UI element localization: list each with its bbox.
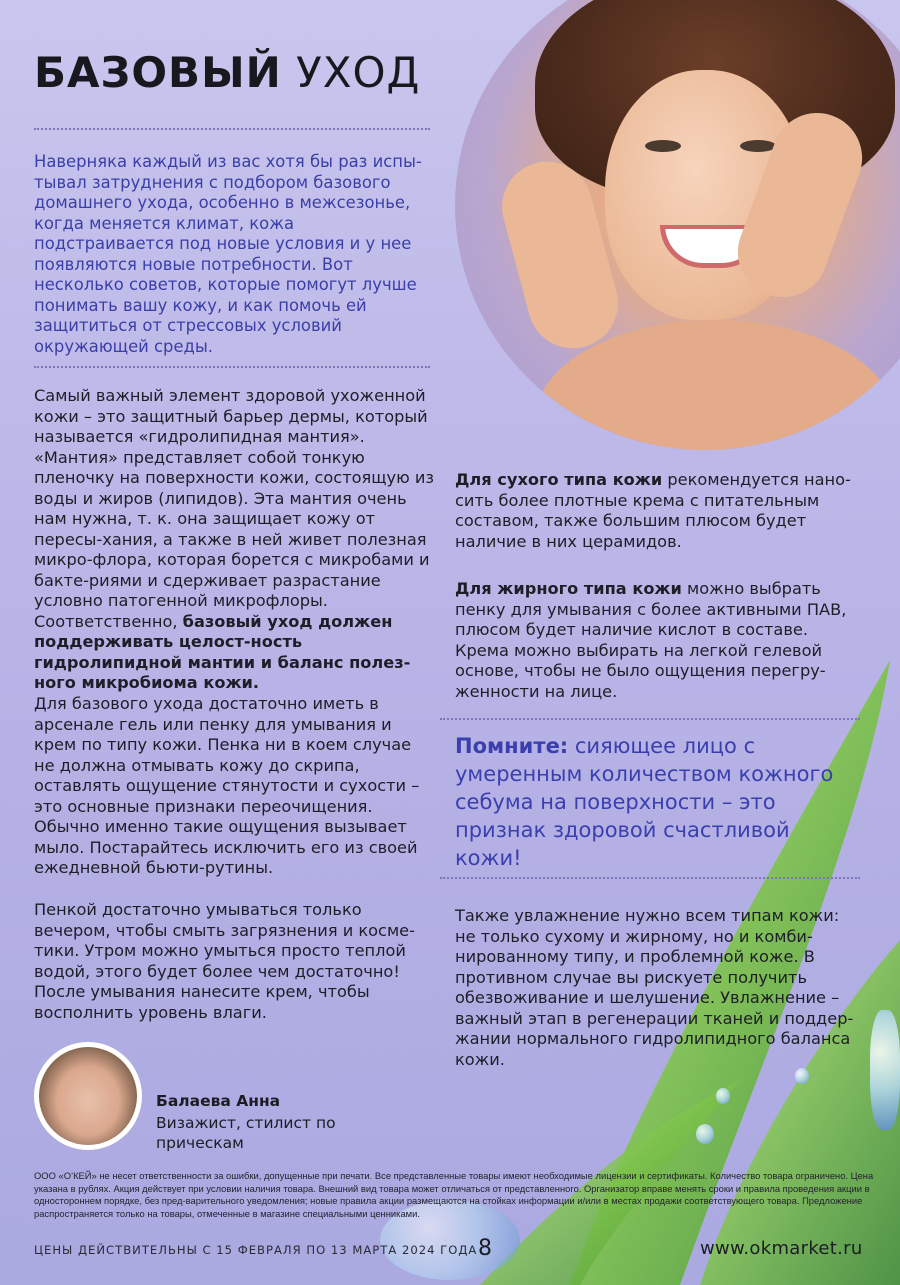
avatar — [34, 1042, 142, 1150]
author-role: Визажист, стилист по прическам — [156, 1114, 336, 1152]
divider — [440, 877, 860, 879]
paragraph-cleansing: Пенкой достаточно умываться только вечером, чтобы смыть загрязнения и косме-тики. Утром можно умыться просто теплой водой, этого будет более чем достаточно! После умывания нанесите крем, чтобы восполнить уровень влаги. — [34, 900, 415, 1022]
website-link[interactable]: www.okmarket.ru — [700, 1238, 863, 1259]
page-number: 8 — [478, 1236, 492, 1261]
price-validity: ЦЕНЫ ДЕЙСТВИТЕЛЬНЫ С 15 ФЕВРАЛЯ ПО 13 МАРТА 2024 ГОДА — [34, 1243, 478, 1257]
water-drop-icon — [870, 1010, 900, 1130]
paragraph-hydrolipid: Самый важный элемент здоровой ухоженной кожи – это защитный барьер дермы, который называется «гидролипидная мантия». «Мантия» представляет собой тонкую пленочку на поверхности кожи, состоящую из воды и жиров (липидов). Эта мантия очень нам нужна, т. к. она защищает кожу от пересы-хания, а также в ней живет полезная микро-флора, которая борется с микробами и бакте-риями и сдерживает разрастание условно патогенной микрофлоры. Соответственно, базовый уход должен поддерживать целост-ность гидролипидной мантии и баланс полез-ного микробиома кожи. — [34, 386, 434, 692]
paragraph-basic-care: Для базового ухода достаточно иметь в арсенале гель или пенку для умывания и крем по типу кожи. Пенка ни в коем случае не должна отмывать кожу до скрипа, оставлять ощущение стянутости и сухости – это основные признаки переочищения. Обычно именно такие ощущения вызывает мыло. Постарайтесь исключить его из своей ежедневной бьюти-рутины. — [34, 694, 420, 877]
paragraph-oily-skin: Для жирного типа кожи можно выбрать пенку для умывания с более активными ПАВ, плюсом будет наличие кислот в составе. Крема можно выбирать на легкой гелевой основе, чтобы не было ощущения перегру-женности на лице. — [455, 579, 847, 701]
page-title: БАЗОВЫЙ УХОД — [34, 48, 421, 97]
water-drop-icon — [795, 1068, 809, 1084]
intro-paragraph: Наверняка каждый из вас хотя бы раз испы-тывал затруднения с подбором базового домашнего ухода, особенно в межсезонье, когда меняется климат, кожа подстраивается под новые условия и у нее появляются новые потребности. Вот несколько советов, которые помогут лучше понимать вашу кожу, и как помочь ей защититься от стрессовых условий окружающей среды. — [34, 152, 422, 356]
water-drop-icon — [696, 1124, 714, 1144]
legal-disclaimer: ООО «О’КЕЙ» не несет ответственности за ошибки, допущенные при печати. Все представленные товары имеют необходимые лицензии и сертификаты. Количество товара ограничено. Цена указана в рублях. Акция действует при условии наличия товара. Внешний вид товара может отличаться от представленного. Организатор вправе менять сроки и правила проведения акции в одностороннем порядке, без пред-варительного уведомления; новые правила акции размещаются на стойках информации и/или в местах продажи соответствующего товара. Предложение распространяется только на товары, отмеченные в магазине специальными ценниками. — [34, 1170, 874, 1219]
woman-photo — [455, 0, 900, 450]
water-drop-icon — [716, 1088, 730, 1104]
remember-callout: Помните: сияющее лицо с умеренным количеством кожного себума на поверхности – это признак здоровой счастливой кожи! — [455, 734, 834, 870]
paragraph-dry-skin: Для сухого типа кожи рекомендуется нано-сить более плотные крема с питательным составом, также большим плюсом будет наличие в них церамидов. — [455, 470, 851, 551]
paragraph-moisturizing: Также увлажнение нужно всем типам кожи: не только сухому и жирному, но и комби-нированному типу, и проблемной коже. В противном случае вы рискуете получить обезвоживание и шелушение. Увлажнение – важный этап в регенерации тканей и поддер-жании нормального гидролипидного баланса кожи. — [455, 906, 854, 1069]
divider — [34, 366, 430, 368]
divider — [440, 718, 860, 720]
divider — [34, 128, 430, 130]
author-name: Балаева Анна — [156, 1092, 281, 1110]
